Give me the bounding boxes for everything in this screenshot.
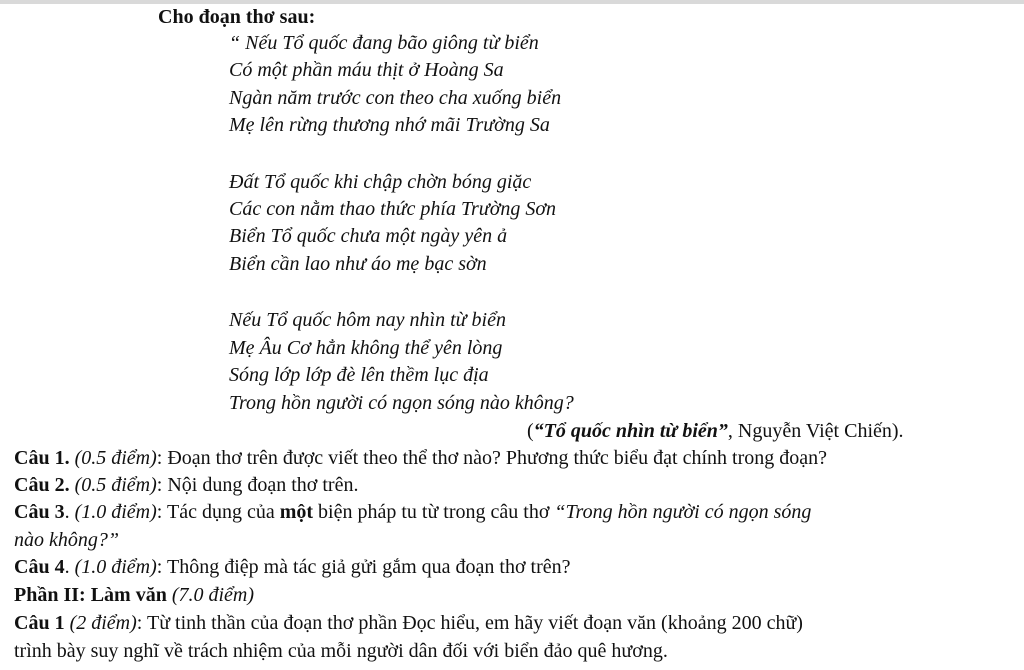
poem-source: (“Tổ quốc nhìn từ biển”, Nguyễn Việt Chiến). <box>527 420 904 442</box>
poem-line-2: Có một phần máu thịt ở Hoàng Sa <box>229 59 504 81</box>
poem-line-12: Trong hồn người có ngọn sóng nào không? <box>229 392 574 414</box>
poem-line-11: Sóng lớp lớp đè lên thềm lục địa <box>229 364 489 386</box>
top-border <box>0 0 1024 4</box>
question-3: Câu 3. (1.0 điểm): Tác dụng của một biện pháp tu từ trong câu thơ “Trong hồn người có ngọn sóng <box>14 501 812 523</box>
poem-line-4: Mẹ lên rừng thương nhớ mãi Trường Sa <box>229 114 550 136</box>
question-4: Câu 4. (1.0 điểm): Thông điệp mà tác giả gửi gắm qua đoạn thơ trên? <box>14 556 571 578</box>
poem-line-3: Ngàn năm trước con theo cha xuống biển <box>229 87 562 109</box>
poem-line-9: Nếu Tổ quốc hôm nay nhìn từ biển <box>229 309 506 331</box>
poem-line-10: Mẹ Âu Cơ hẳn không thể yên lòng <box>229 337 503 359</box>
question-1: Câu 1. (0.5 điểm): Đoạn thơ trên được viết theo thể thơ nào? Phương thức biểu đạt chính trong đoạn? <box>14 447 828 469</box>
part-2-heading: Phần II: Làm văn (7.0 điểm) <box>14 584 255 606</box>
question-2: Câu 2. (0.5 điểm): Nội dung đoạn thơ trên. <box>14 474 359 496</box>
question-3-continued: nào không?” <box>14 529 119 551</box>
poem-line-6: Các con nằm thao thức phía Trường Sơn <box>229 198 557 220</box>
poem-line-7: Biển Tổ quốc chưa một ngày yên ả <box>229 225 508 247</box>
poem-line-8: Biển cần lao như áo mẹ bạc sờn <box>229 253 487 275</box>
poem-line-1: “ Nếu Tổ quốc đang bão giông từ biển <box>229 32 539 54</box>
section-heading: Cho đoạn thơ sau: <box>158 6 316 28</box>
poem-line-5: Đất Tổ quốc khi chập chờn bóng giặc <box>229 171 532 193</box>
essay-question-1-continued: trình bày suy nghĩ về trách nhiệm của mỗi người dân đối với biển đảo quê hương. <box>14 640 668 662</box>
essay-question-1: Câu 1 (2 điểm): Từ tinh thần của đoạn thơ phần Đọc hiểu, em hãy viết đoạn văn (khoảng 200 chữ) <box>14 612 803 634</box>
